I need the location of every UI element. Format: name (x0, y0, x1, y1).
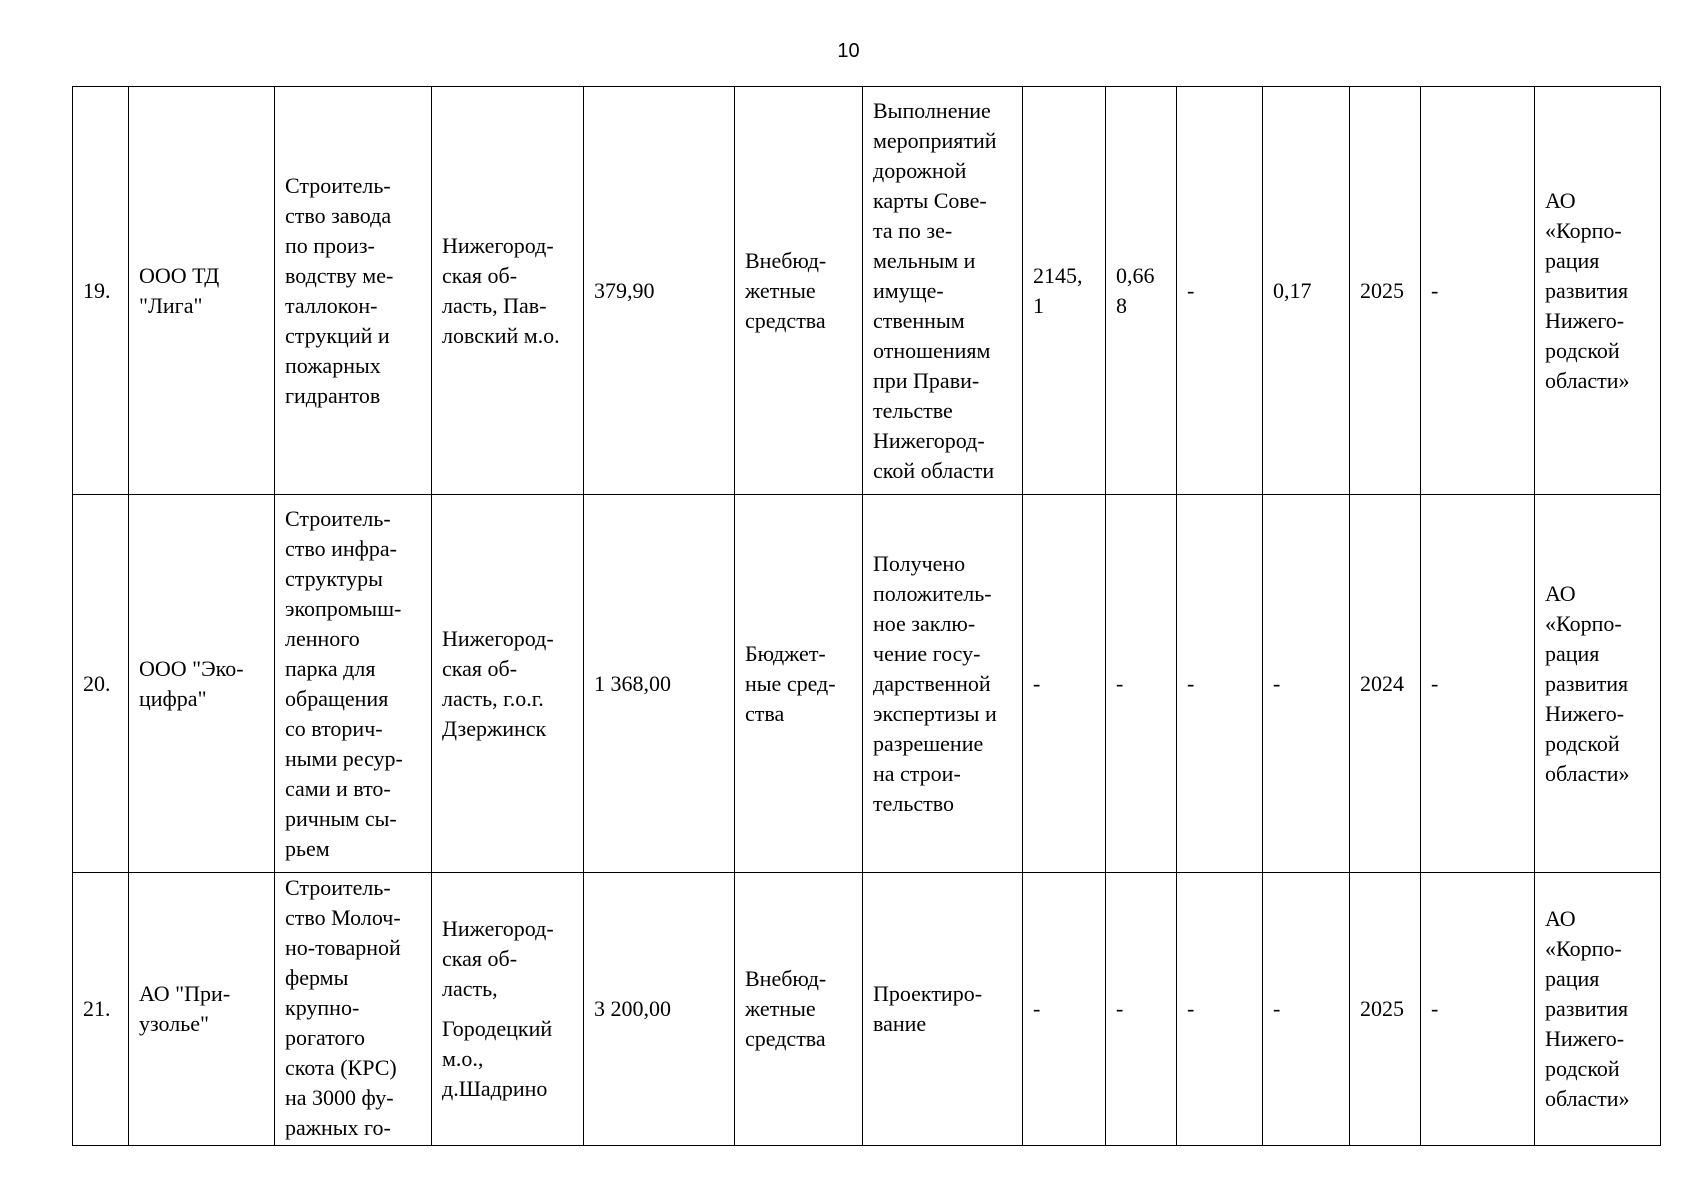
value-cell: 2145, 1 (1023, 87, 1106, 495)
company-cell: ООО ТД "Лига" (129, 87, 275, 495)
status-cell: Выполнение мероприятий дорожной карты Сове- та по зе- мельным и имуще- ственным отношениям при Прави- тельстве Нижегород- ской области (863, 87, 1023, 495)
location-extra-text: Городецкий м.о., д.Шадрино (442, 1016, 553, 1101)
cost-cell: 1 368,00 (584, 495, 735, 873)
responsible-cell: АО «Корпо- рация развития Нижего- родской области» (1535, 873, 1661, 1146)
table-row (73, 495, 1661, 873)
location-cell (432, 495, 584, 873)
table-row (73, 873, 1661, 1146)
funding-cell: Внебюд- жетные средства (735, 87, 863, 495)
value-cell: - (1263, 495, 1350, 873)
value-cell: - (1177, 495, 1263, 873)
funding-cell: Внебюд- жетные средства (735, 873, 863, 1146)
project-cell: Строитель- ство Молоч- но-товарной фермы крупно- рогатого скота (КРС) на 3000 фу- ражных го- (275, 873, 432, 1146)
row-number: 21. (73, 873, 129, 1146)
row-number: 19. (73, 87, 129, 495)
location-cell (432, 87, 584, 495)
funding-cell: Бюджет- ные сред- ства (735, 495, 863, 873)
company-cell: ООО "Эко- цифра" (129, 495, 275, 873)
responsible-cell: АО «Корпо- рация развития Нижего- родской области» (1535, 495, 1661, 873)
project-cell: Строитель- ство инфра- структуры экопромыш- ленного парка для обращения со вторич- ными ресур- сами и вто- ричным сы- рьем (275, 495, 432, 873)
table-row (73, 87, 1661, 495)
cost-cell: 3 200,00 (584, 873, 735, 1146)
value-cell: - (1177, 873, 1263, 1146)
value-cell: - (1023, 873, 1106, 1146)
location-text: Нижегород- ская об- ласть, г.о.г. Дзержинск (442, 625, 554, 741)
value-cell: - (1263, 873, 1350, 1146)
value-cell: - (1023, 495, 1106, 873)
page-number: 10 (837, 40, 860, 62)
company-cell: АО "При- узолье" (129, 873, 275, 1146)
projects-table (72, 86, 1661, 1146)
status-cell: Проектиро- вание (863, 873, 1023, 1146)
row-number: 20. (73, 495, 129, 873)
value-cell: - (1106, 495, 1177, 873)
value-cell: - (1421, 87, 1535, 495)
value-cell: - (1177, 87, 1263, 495)
cost-cell: 379,90 (584, 87, 735, 495)
value-cell: 0,66 8 (1106, 87, 1177, 495)
value-cell: 0,17 (1263, 87, 1350, 495)
value-cell: - (1421, 873, 1535, 1146)
location-text: Нижегород- ская об- ласть, (442, 916, 554, 1001)
year-cell: 2025 (1350, 873, 1421, 1146)
status-cell: Получено положитель- ное заклю- чение госу- дарственной экспертизы и разрешение на строи- тельство (863, 495, 1023, 873)
location-cell (432, 873, 584, 1146)
value-cell: - (1421, 495, 1535, 873)
location-text: Нижегород- ская об- ласть, Пав- ловский м.о. (442, 232, 560, 348)
responsible-cell: АО «Корпо- рация развития Нижего- родской области» (1535, 87, 1661, 495)
year-cell: 2024 (1350, 495, 1421, 873)
year-cell: 2025 (1350, 87, 1421, 495)
value-cell: - (1106, 873, 1177, 1146)
project-cell: Строитель- ство завода по произ- водству ме- таллокон- струкций и пожарных гидрантов (275, 87, 432, 495)
